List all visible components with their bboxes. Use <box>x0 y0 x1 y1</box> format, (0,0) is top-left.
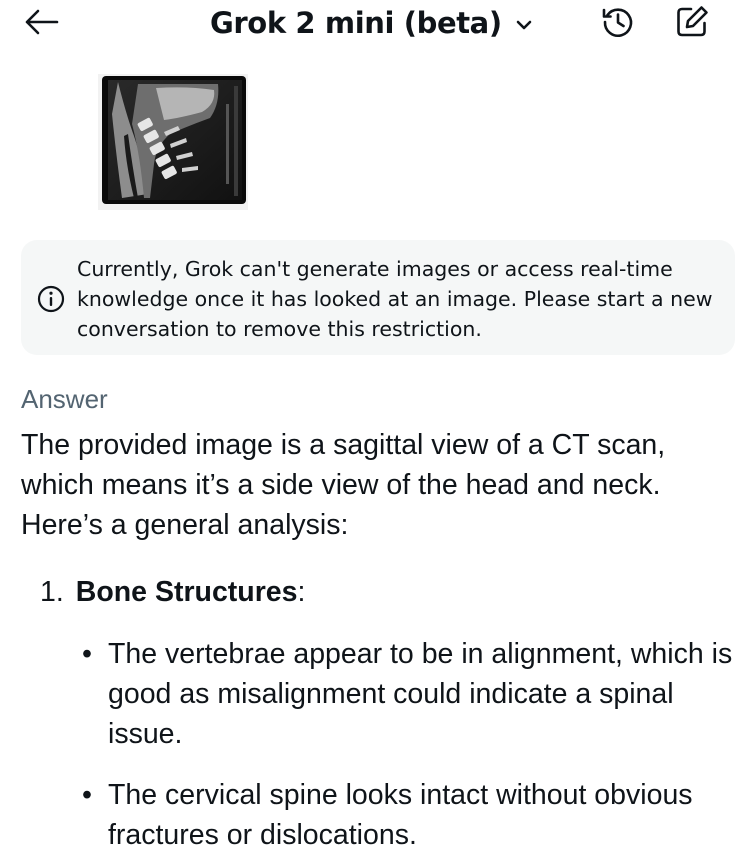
notice-text: Currently, Grok can't generate images or access real-time knowledge once it has looked at an image. Please start a new conversation to remove this restriction. <box>77 257 713 341</box>
bullet-item <box>82 775 742 855</box>
history-button[interactable] <box>598 4 638 44</box>
answer-intro: The provided image is a sagittal view of a CT scan, which means it’s a side view of the head and neck. Here’s a general analysis: <box>21 429 666 541</box>
compose-icon <box>674 4 710 45</box>
page-title: Grok 2 mini (beta) <box>210 6 502 40</box>
arrow-left-icon <box>25 9 59 40</box>
back-button[interactable] <box>22 6 62 42</box>
info-icon <box>37 285 65 313</box>
section-heading-suffix: : <box>297 576 306 608</box>
history-icon <box>600 4 636 45</box>
section-heading: Bone Structures <box>75 576 298 608</box>
bullet-dot: • <box>82 779 92 811</box>
chevron-down-icon <box>516 19 532 31</box>
ct-scan-thumbnail <box>98 197 248 214</box>
bullet-text: The cervical spine looks intact without obvious fractures or dislocations. <box>108 779 693 851</box>
bullet-text: The vertebrae appear to be in alignment, which is good as misalignment could indicate a spinal issue. <box>108 638 733 750</box>
list-item <box>40 572 305 612</box>
model-selector[interactable] <box>210 2 532 44</box>
new-chat-button[interactable] <box>672 4 712 44</box>
image-restriction-notice <box>21 240 735 355</box>
answer-label: Answer <box>21 384 108 414</box>
attached-image[interactable] <box>98 74 248 210</box>
bullet-item <box>82 634 742 754</box>
list-number: 1. <box>40 576 64 608</box>
top-bar <box>0 0 747 48</box>
bullet-dot: • <box>82 638 92 670</box>
